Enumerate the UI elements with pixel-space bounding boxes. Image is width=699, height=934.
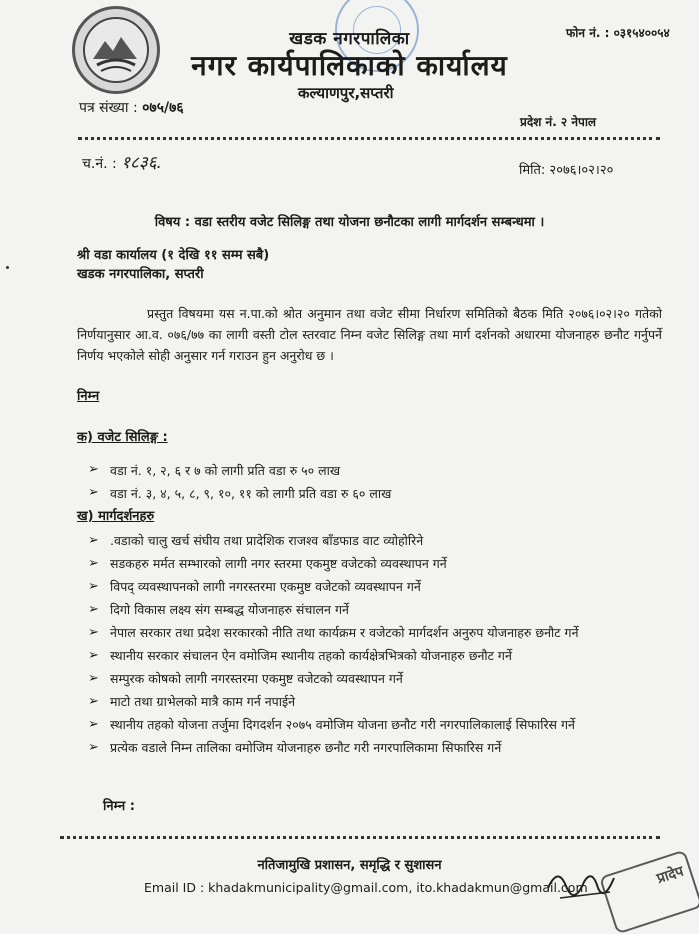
reference-value: ०७५/७६ [142, 100, 184, 116]
letter-subject: विषय : वडा स्तरीय वजेट सिलिङ्ग तथा योजना छनौटका लागी मार्गदर्शन सम्बन्धमा । [154, 215, 545, 230]
arrow-bullet-icon: ➢ [88, 579, 99, 594]
arrow-bullet-icon: ➢ [88, 533, 99, 548]
guidelines-closing: निम्न : [103, 799, 135, 814]
reference-label: पत्र संख्या : [79, 100, 138, 116]
letter-body-text: प्रस्तुत विषयमा यस न.पा.को श्रोत अनुमान तथा वजेट सीमा निर्धारण समितिको बैठक मिति २०७६।०२।२० गतेको निर्णयानुसार आ.व. ०७६/७७ का लागी वस्ती टोल स्तरवाट निम्न वजेट सिलिङ्ग तथा मार्ग दर्शनको अधारमा योजनाहरु छनौट गर्नुपर्ने निर्णय भएकोले सोही अनुसार गर्न गराउन हुन अनुरोध छ । [77, 306, 662, 363]
arrow-bullet-icon: ➢ [88, 625, 99, 640]
list-item: ➢ स्थानीय सरकार संचालन ऐन वमोजिम स्थानीय तहको कार्यक्षेत्रभित्रको योजनाहरु छनौट गर्ने [88, 645, 658, 666]
heading-guidelines: ख) मार्गदर्शनहरु [77, 509, 155, 524]
list-item: ➢ वडा नं. ३, ४, ५, ८, ९, १०, ११ को लागी प्रति वडा रु ६० लाख [88, 485, 392, 501]
province-label: प्रदेश नं. २ नेपाल [520, 115, 597, 129]
office-title: नगर कार्यपालिकाको कार्यालय [191, 49, 508, 82]
list-item: ➢ नेपाल सरकार तथा प्रदेश सरकारको नीति तथा कार्यक्रम र वजेटको मार्गदर्शन अनुरुप योजनाहरु छनौट गर्ने [88, 622, 658, 643]
heading-budget-ceiling: क) वजेट सिलिङ्ग : [77, 430, 168, 445]
header-divider [78, 137, 660, 140]
letter-date: मिति: २०७६।०२।२० [519, 163, 614, 178]
arrow-bullet-icon: ➢ [88, 462, 99, 477]
footer-motto: नतिजामुखि प्रशासन, समृद्धि र सुशासन [257, 858, 442, 873]
dispatch-value: १८३६. [121, 153, 162, 173]
list-item: ➢ दिगो विकास लक्ष्य संग सम्बद्ध योजनाहरु संचालन गर्ने [88, 599, 658, 620]
list-item: ➢ वडा नं. १, २, ६ र ७ को लागी प्रति वडा रु ५० लाख [88, 462, 341, 478]
arrow-bullet-icon: ➢ [88, 648, 99, 663]
footer-email: Email ID : khadakmunicipality@gmail.com, ito.khadakmun@gmail.com [144, 880, 588, 895]
dispatch-label: च.नं. : [82, 156, 117, 172]
margin-mark [6, 266, 9, 269]
reference-number [79, 98, 184, 117]
arrow-bullet-icon: ➢ [88, 740, 99, 755]
list-item: ➢ प्रत्येक वडाले निम्न तालिका वमोजिम योजनाहरु छनौट गरी नगरपालिकामा सिफारिस गर्ने [88, 737, 658, 758]
arrow-bullet-icon: ➢ [88, 694, 99, 709]
received-stamp: प्रादेप [599, 850, 699, 934]
arrow-bullet-icon: ➢ [88, 485, 99, 500]
office-location: कल्याणपुर,सप्तरी [298, 84, 394, 102]
addressee-line-1: श्री वडा कार्यालय (१ देखि ११ सम्म सबै) [77, 248, 270, 263]
dispatch-number [82, 150, 162, 173]
letter-body [77, 303, 662, 366]
list-item: ➢ सडकहरु मर्मत सम्भारको लागी नगर स्तरमा एकमुष्ट वजेटको व्यवस्थापन गर्ने [88, 553, 658, 574]
list-item: ➢ स्थानीय तहको योजना तर्जुमा दिगदर्शन २०७५ वमोजिम योजना छनौट गरी नगरपालिकालाई सिफारिस गर्ने [88, 714, 658, 735]
arrow-bullet-icon: ➢ [88, 602, 99, 617]
list-item: ➢ .वडाको चालु खर्च संघीय तथा प्रादेशिक राजश्व बाँडफाड वाट व्योहोरिने [88, 530, 658, 551]
arrow-bullet-icon: ➢ [88, 556, 99, 571]
municipality-name: खडक नगरपालिका [289, 29, 410, 49]
budget-ceiling-list [88, 462, 648, 508]
heading-following: निम्न [77, 389, 100, 404]
list-item: ➢ माटो तथा ग्राभेलको मात्रै काम गर्न नपाईने [88, 691, 658, 712]
arrow-bullet-icon: ➢ [88, 671, 99, 686]
list-item: ➢ विपद् व्यवस्थापनको लागी नगरस्तरमा एकमुष्ट वजेटको व्यवस्थापन गर्ने [88, 576, 658, 597]
phone-number: फोन नं. : ०३१५४००५४ [566, 26, 670, 40]
addressee-line-2: खडक नगरपालिका, सप्तरी [77, 267, 204, 282]
footer-divider [60, 836, 660, 839]
arrow-bullet-icon: ➢ [88, 717, 99, 732]
list-item: ➢ सम्पुरक कोषको लागी नगरस्तरमा एकमुष्ट वजेटको व्यवस्थापन गर्ने [88, 668, 658, 689]
guidelines-list [88, 530, 658, 760]
